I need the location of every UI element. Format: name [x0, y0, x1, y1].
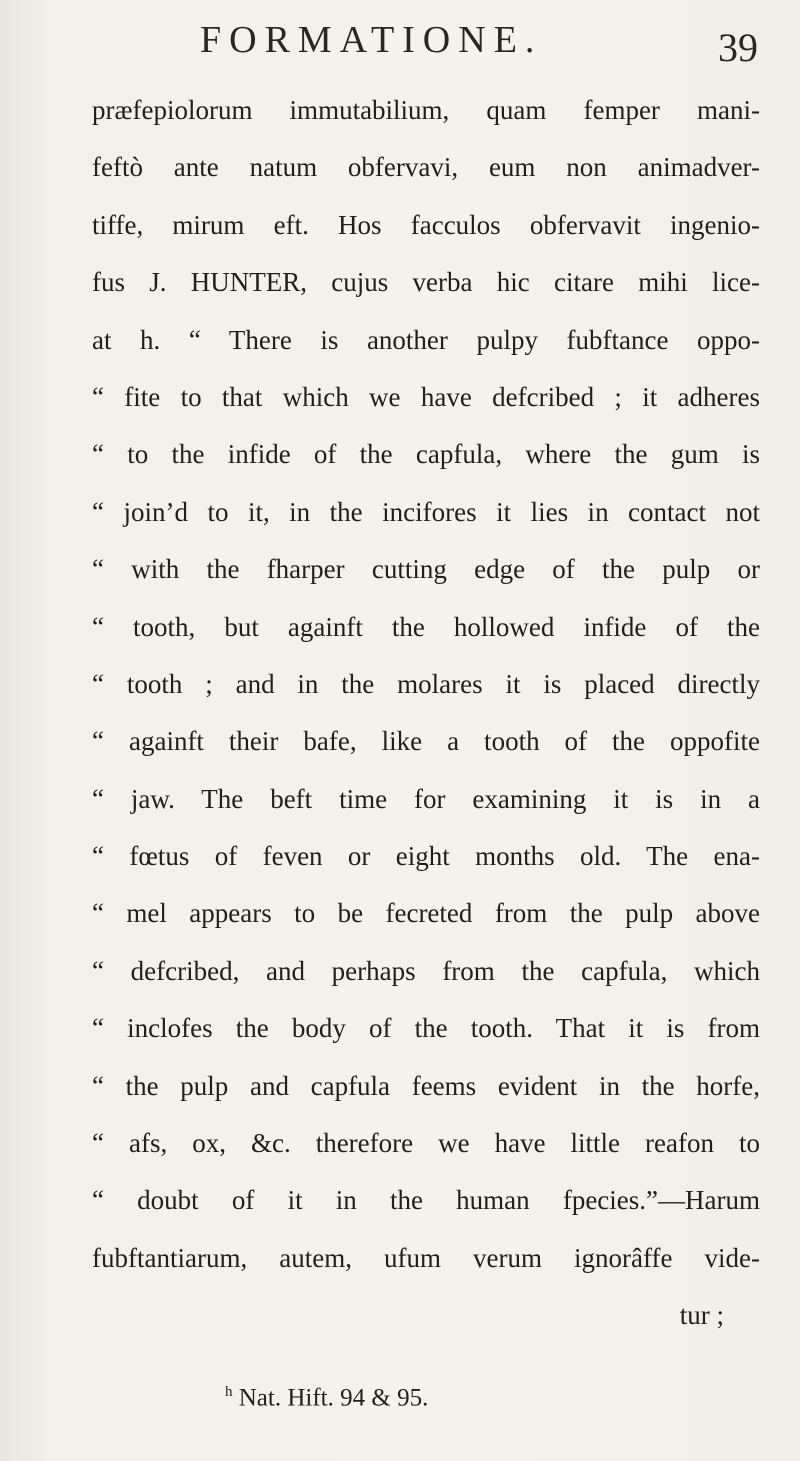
text-line-4: fus J. HUNTER, cujus verba hic citare mihi lice-	[92, 267, 760, 298]
text-line-21: fubftantiarum, autem, ufum verum ignorâffe vide-	[92, 1242, 760, 1273]
text-line-7: “ to the infide of the capfula, where the gum is	[92, 439, 760, 470]
text-line-16: “ defcribed, and perhaps from the capfula, which	[92, 955, 760, 986]
running-header: FORMATIONE.	[200, 19, 543, 61]
text-line-8: “ join’d to it, in the incifores it lies in contact not	[92, 496, 760, 527]
text-line-1: præfepiolorum immutabilium, quam femper mani-	[92, 95, 760, 125]
text-line-17: “ inclofes the body of the tooth. That it is from	[92, 1013, 760, 1044]
text-line-19: “ afs, ox, &c. therefore we have little reafon to	[92, 1128, 760, 1159]
text-line-10: “ tooth, but againft the hollowed infide of the	[92, 611, 760, 642]
page-number: 39	[718, 25, 758, 70]
catchword-line: tur ;	[679, 1300, 724, 1331]
text-line-20: “ doubt of it in the human fpecies.”—Harum	[92, 1185, 760, 1216]
text-line-6: “ fite to that which we have defcribed ; it adheres	[92, 381, 760, 412]
text-line-5: at h. “ There is another pulpy fubftance oppo-	[92, 324, 760, 355]
text-line-12: “ againft their bafe, like a tooth of the oppofite	[92, 726, 760, 757]
text-line-11: “ tooth ; and in the molares it is placed directly	[92, 668, 760, 699]
footnote	[225, 1384, 428, 1412]
footnote-mark: h	[225, 1384, 233, 1400]
body-text	[92, 82, 760, 1345]
text-line-13: “ jaw. The beft time for examining it is in a	[92, 783, 760, 814]
text-line-9: “ with the fharper cutting edge of the pulp or	[92, 554, 760, 585]
text-line-15: “ mel appears to be fecreted from the pulp above	[92, 898, 760, 929]
text-line-3: tiffe, mirum eft. Hos facculos obfervavit ingenio-	[92, 209, 760, 240]
text-line-14: “ fœtus of feven or eight months old. The ena-	[92, 841, 760, 872]
text-line-18: “ the pulp and capfula feems evident in the horfe,	[92, 1070, 760, 1101]
footnote-text: Nat. Hift. 94 & 95.	[238, 1384, 429, 1412]
text-line-2: feftò ante natum obfervavi, eum non animadver-	[92, 152, 760, 183]
